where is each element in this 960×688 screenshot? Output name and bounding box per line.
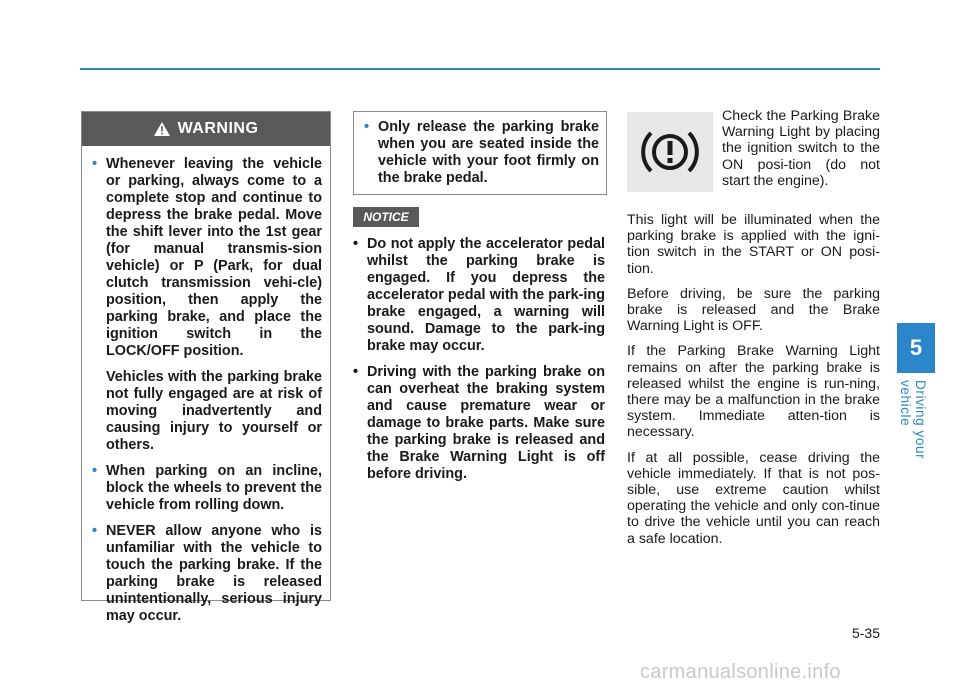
notice-list	[353, 236, 605, 492]
list-item	[92, 156, 322, 454]
top-rule	[80, 68, 880, 70]
bullet-icon: •	[364, 119, 370, 135]
caution-list	[354, 112, 606, 187]
list-item	[353, 236, 605, 355]
brake-icon-tile	[627, 112, 713, 192]
bullet-icon: •	[92, 463, 98, 479]
page-number: 5-35	[851, 625, 880, 641]
chapter-number-tab: 5	[897, 323, 935, 373]
list-item	[92, 523, 322, 625]
bullet-icon: •	[92, 523, 98, 539]
warning-item-text: NEVER allow anyone who is unfamiliar with the vehicle to touch the parking brake. If the parking brake is released unintentionally, serious injury may occur.	[106, 523, 322, 624]
parking-brake-warning-icon	[627, 112, 713, 192]
warning-item-text: Vehicles with the parking brake not fully engaged are at risk of moving inadvertently and causing injury to yourself or others.	[106, 369, 322, 453]
bullet-icon: •	[353, 236, 359, 252]
warning-list	[82, 146, 330, 625]
bullet-icon: •	[353, 364, 359, 380]
list-item	[353, 364, 605, 483]
warning-item-text: When parking on an incline, block the wheels to prevent the vehicle from rolling down.	[106, 463, 322, 513]
warning-box	[81, 111, 331, 624]
notice-item-text: Do not apply the accelerator pedal whilst the parking brake is engaged. If you depress the accelerator pedal with the park-ing brake engaged, a warning will sound. Damage to the park-ing brake may occur.	[367, 236, 605, 354]
caution-box	[353, 111, 607, 195]
body-paragraph: This light will be illuminated when the parking brake is applied with the igni-tion switch in the START or ON posi-tion.	[627, 212, 880, 277]
list-item	[92, 463, 322, 514]
body-paragraph: Before driving, be sure the parking brake is released and the Brake Warning Light is OFF.	[627, 285, 880, 335]
list-item	[364, 119, 599, 187]
body-paragraph: If the Parking Brake Warning Light remains on after the parking brake is released whilst the engine is run-ning, there may be a malfunction in the brake system. Immediate atten-tion is necessary.	[627, 343, 880, 441]
notice-badge: NOTICE	[353, 207, 419, 227]
warning-triangle-icon	[154, 122, 170, 136]
watermark: carmanualsonline.info	[640, 661, 841, 683]
chapter-title: Driving your vehicle	[898, 380, 928, 460]
intro-text: Check the Parking Brake Warning Light by placing the ignition switch to the ON posi-tion (do not start the engine).	[722, 108, 880, 189]
warning-header	[82, 112, 330, 146]
warning-title: WARNING	[177, 120, 259, 137]
notice-item-text: Driving with the parking brake on can overheat the braking system and cause premature wear or damage to brake parts. Make sure the parking brake is released and the Brake Warning Light is off before driving.	[367, 364, 605, 482]
right-column	[627, 212, 880, 556]
body-paragraph: If at all possible, cease driving the vehicle immediately. If that is not pos-sible, use extreme caution whilst operating the vehicle and only con-tinue to drive the vehicle until you can reach a safe location.	[627, 449, 880, 547]
warning-item-text: Whenever leaving the vehicle or parking, always come to a complete stop and continue to depress the brake pedal. Move the shift lever into the 1st gear (for manual transmis-sion vehicle) or P (Park, for dual clutch transmission vehi-cle) position, then apply the parking brake, and place the ignition switch in the LOCK/OFF position.	[106, 156, 322, 359]
bullet-icon: •	[92, 156, 98, 172]
caution-item-text: Only release the parking brake when you are seated inside the vehicle with your foot firmly on the brake pedal.	[378, 119, 599, 186]
